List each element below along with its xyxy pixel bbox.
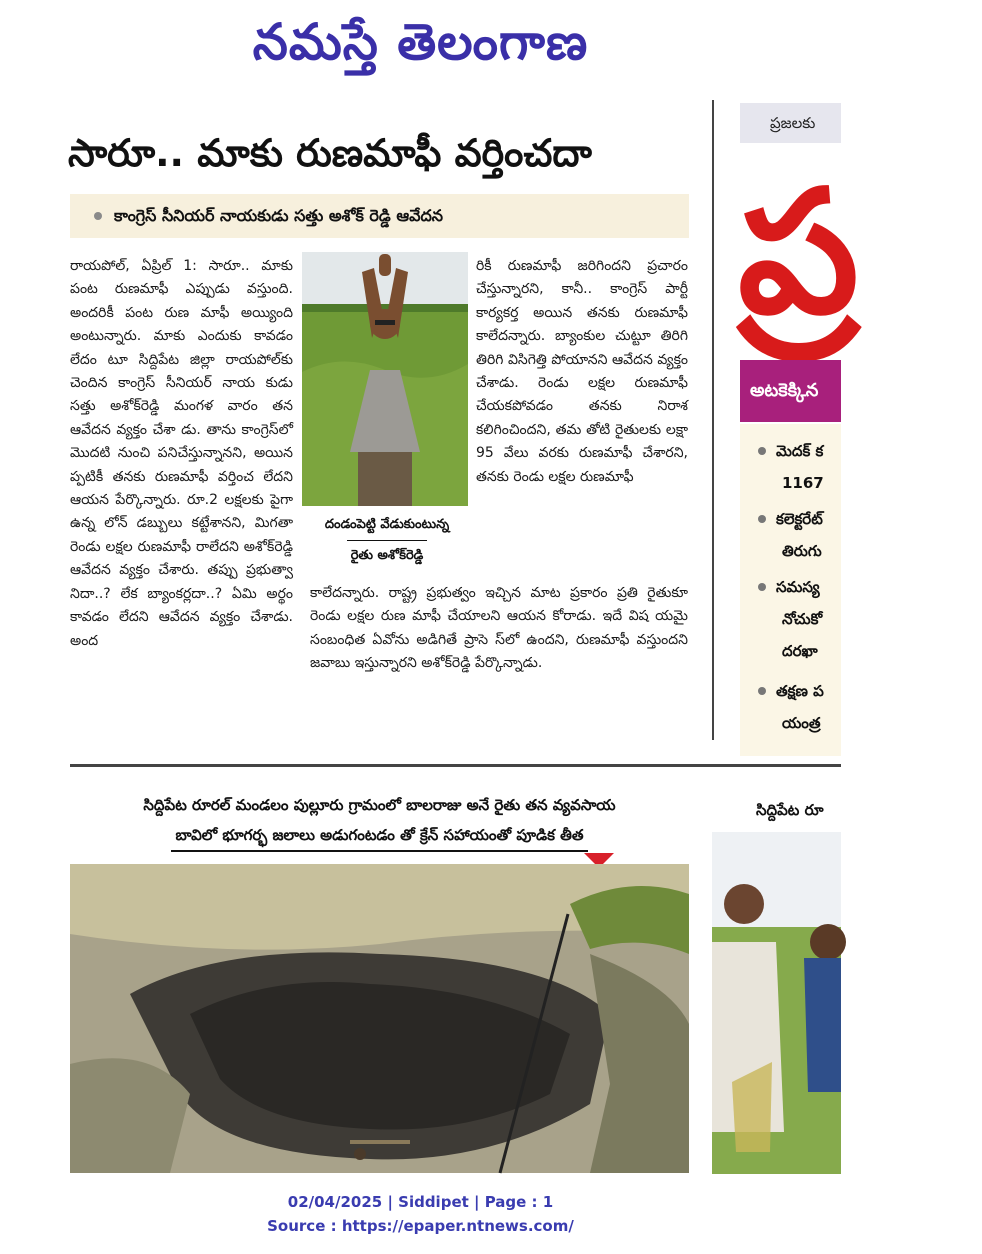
footer-source-link[interactable]: Source : https://epaper.ntnews.com/ (267, 1217, 574, 1235)
article-headline: సారూ.. మాకు రుణమాఫీ వర్తించదా (68, 131, 592, 175)
list-item-line: మెదక్ క (776, 442, 824, 460)
article-column-3: కాలేదన్నారు. రాష్ట్ర ప్రభుత్వం ఇచ్చిన మాట ప్రకారం ప్రతి రైతుకూ రెండు లక్షల రుణ మాఫీ చేయాలని ఆయన కోరాడు. ఇదే విష యమై సంబంధిత ఏవోను అడిగితే ప్రాసె స్‌లో ఉందని, రుణమాఫీ వస్తుందని జవాబు ఇస్తున్నారని అశోక్‌రెడ్డి పేర్కొన్నాడు. (310, 585, 688, 672)
farmer-photo-caption-line1: దండంపెట్టి వేడుకుంటున్న (324, 517, 450, 532)
right-top-box-text: ప్రజలకు (770, 114, 816, 132)
farmer-photo-caption (302, 510, 472, 574)
well-photo-caption-line1: సిద్దిపేట రూరల్ మండలం పుల్లూరు గ్రామంలో బాలరాజు అనే రైతు తన వ్యవసాయ (143, 796, 616, 814)
right-top-box (740, 103, 841, 143)
right-photo (712, 832, 841, 1174)
farmer-photo (302, 252, 468, 506)
right-photo-illustration (712, 832, 841, 1174)
farmer-photo-caption-line2: రైతు అశోక్‌రెడ్డి (347, 540, 428, 571)
right-bullet-list (740, 424, 841, 756)
article-column-1: రాయపోల్, ఏప్రిల్ 1: సారూ.. మాకు పంట రుణమాఫీ ఎప్పుడు వస్తుంది. అందరికీ పంట రుణ మాఫీ అయ్యింది అంటున్నారు. మాకు ఎందుకు కావడం లేదం టూ సిద్దిపేట జిల్లా రాయపోల్‌కు చెందిన కాంగ్రెస్ సీనియర్ నాయ కుడు సత్తు అశోక్‌రెడ్డి మంగళ వారం తన ఆవేదన వ్యక్తం చేశా డు. తాను కాంగ్రెస్‌లో మొదటి నుంచి పనిచేస్తున్నానని, అయిన ప్పటికీ తనకు రుణమాఫీ వర్తించ లేదని ఆయన పేర్కొన్నారు. రూ.2 లక్షలకు పైగా ఉన్న లోన్ డబ్బులు కట్టేశానని, మిగతా రెండు లక్షల రుణమాఫీ రాలేదని అశోక్‌రెడ్డి ఆవేదన వ్యక్తం చేశారు. తప్పు ప్రభుత్వా నిదా..? లేక బ్యాంకర్లదా..? ఏమి అర్థం కావడం లేదని ఆవేదన వ్యక్తం చేశాడు. అంద (70, 258, 293, 649)
bullet-icon (758, 583, 766, 591)
farmer-illustration (302, 252, 468, 506)
well-photo (70, 864, 689, 1173)
list-item (740, 436, 940, 466)
footer-date-page: 02/04/2025 | Siddipet | Page : 1 (287, 1193, 554, 1211)
article-column-2: రికీ రుణమాఫీ జరిగిందని ప్రచారం చేస్తున్నారని, కానీ.. కాంగ్రెస్ పార్టీ కార్యకర్త అయిన తనకు రుణమాఫీ కాలేదన్నారు. బ్యాంకుల చుట్టూ తిరిగి తిరిగి విసిగెత్తి పోయానని ఆవేదన వ్యక్తం చేశాడు. రెండు లక్షల రుణమాఫీ చేయకపోవడం తనకు నిరాశ కలిగించిందని, తమ తోటి రైతులకు లక్షా 95 వేలు వరకు రుణమాఫీ చేశారని, తనకు రెండు లక్షల రుణమాఫీ (476, 258, 688, 485)
bullet-icon (758, 515, 766, 523)
section-divider (70, 764, 841, 767)
list-item (740, 676, 940, 706)
list-item-line: సమస్య (776, 578, 820, 596)
list-item-continued: దరఖా (782, 642, 818, 660)
list-item-continued: తిరుగు (782, 542, 822, 560)
list-item (740, 504, 940, 534)
list-item-line: కలెక్టరేట్ (776, 510, 823, 528)
list-item-line: తక్షణ ప (776, 682, 824, 700)
well-photo-caption (70, 790, 689, 858)
bullet-icon (94, 212, 102, 220)
masthead-title: నమస్తే తెలంగాణ (252, 12, 589, 71)
bullet-icon (758, 447, 766, 455)
right-banner (740, 360, 841, 422)
bullet-icon (758, 687, 766, 695)
subheadline-bar (70, 194, 689, 238)
article-subheadline: కాంగ్రెస్ సీనియర్ నాయకుడు సత్తు అశోక్ రెడ్డి ఆవేదన (114, 206, 444, 225)
well-photo-caption-line2: బావిలో భూగర్భ జలాలు అడుగంటడం తో క్రేన్ సహాయంతో పూడిక తీత (171, 820, 587, 852)
right-banner-text: అటకెక్కిన (750, 380, 819, 401)
right-photo-caption: సిద్దిపేట రూ (756, 801, 824, 819)
list-item-continued: నోచుకో (782, 610, 823, 628)
column-divider (712, 100, 714, 740)
list-item-continued: యంత్ర (782, 714, 821, 732)
well-illustration (70, 864, 689, 1173)
right-big-headline: ప్ర (738, 154, 859, 352)
list-item (740, 572, 940, 602)
list-item-continued: 1167 (782, 474, 824, 492)
